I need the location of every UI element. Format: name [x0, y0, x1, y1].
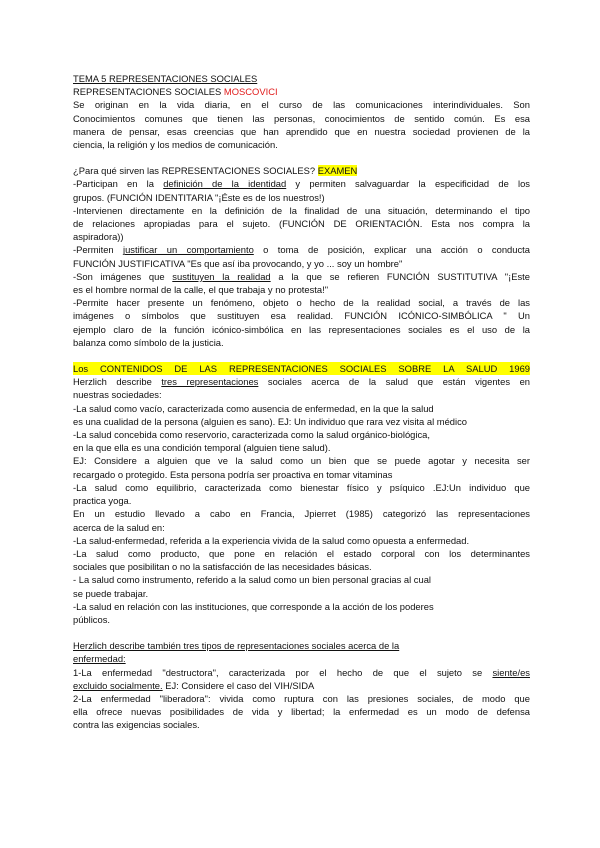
- contents-line: -La salud como producto, que pone en relación el estado corporal con los determinantes: [73, 547, 530, 559]
- function-line: -Son imágenes que sustituyen la realidad a la que se refieren FUNCIÓN SUSTITUTIVA "¡Este: [73, 270, 530, 282]
- function-line: balanza como símbolo de la justicia.: [73, 336, 224, 348]
- contents-line: acerca de la salud en:: [73, 521, 165, 533]
- contents-line: en la que ella es una condición temporal (alguien tiene salud).: [73, 442, 331, 454]
- contents-line: Herzlich describe tres representaciones sociales acerca de la salud que están vigentes en: [73, 376, 530, 388]
- contents-line: practica yoga.: [73, 495, 132, 507]
- illness-line: ella ofrece nuevas posibilidades de vida y libertad; la enfermedad es un modo de defensa: [73, 706, 530, 718]
- function-line: grupos. (FUNCIÓN IDENTITARIA "¡Éste es de los nuestros!): [73, 191, 325, 203]
- illness-line: 2-La enfermedad "liberadora": vivida como ruptura con las presiones sociales, de modo que: [73, 692, 530, 704]
- intro-line: manera de pensar, esas creencias que han aprendido que en nuestra sociedad provienen de la: [73, 125, 530, 137]
- contents-line: -La salud en relación con las instituciones, que corresponde a la acción de los poderes: [73, 600, 434, 612]
- function-line: -Permiten justificar un comportamiento o toma de posición, explicar una acción o conducta: [73, 244, 530, 256]
- contents-line: nuestras sociedades:: [73, 389, 162, 401]
- illness-heading: enfermedad:: [73, 653, 126, 665]
- contents-heading: Los CONTENIDOS DE LAS REPRESENTACIONES SOCIALES SOBRE LA SALUD 1969: [73, 363, 530, 375]
- intro-line: Conocimientos comunes que tienen las personas, conocimientos de sentido común. Es esa: [73, 112, 530, 124]
- illness-line: 1-La enfermedad "destructora", caracterizada por el hecho de que el sujeto se siente/es: [73, 666, 530, 678]
- contents-line: EJ: Considere a alguien que ve la salud como un bien que se puede agotar y necesita ser: [73, 455, 530, 467]
- illness-heading: Herzlich describe también tres tipos de representaciones sociales acerca de la: [73, 640, 400, 652]
- function-line: imágenes o símbolos que sustituyen esa realidad. FUNCIÓN ICÓNICO-SIMBÓLICA " Un: [73, 310, 530, 322]
- contents-line: -La salud como equilibrio, caracterizada como bienestar físico y psíquico .EJ:Un individuo que: [73, 481, 530, 493]
- subtitle-author: MOSCOVICI: [223, 86, 278, 98]
- function-line: -Intervienen directamente en la definición de la finalidad de una situación, determinando el tipo: [73, 204, 530, 216]
- function-line: de relaciones apropiadas para el sujeto. (FUNCIÓN DE ORIENTACIÓN. Esta nos compra la: [73, 218, 530, 230]
- doc-title: TEMA 5 REPRESENTACIONES SOCIALES: [73, 73, 258, 84]
- contents-line: -La salud como vacío, caracterizada como ausencia de enfermedad, en la que la salud: [73, 402, 434, 414]
- contents-line: recargado o protegido. Esta persona podría ser proactiva en tomar vitaminas: [73, 468, 393, 480]
- intro-line: Se originan en la vida diaria, en el curso de las comunicaciones interindividuales. Son: [73, 99, 530, 111]
- question-heading: [73, 164, 530, 177]
- function-line: es el hombre normal de la calle, el que trabaja y no protesta!": [73, 284, 329, 296]
- contents-line: - La salud como instrumento, referido a la salud como un bien personal gracias al cual: [73, 574, 432, 586]
- contents-line: -La salud-enfermedad, referida a la experiencia vivida de la salud como opuesta a enfermedad.: [73, 534, 470, 546]
- contents-line: es una cualidad de la persona (alguien es sano). EJ: Un individuo que rara vez visita al médico: [73, 415, 467, 427]
- doc-subtitle: [73, 85, 530, 98]
- contents-line: sociales que posibilitan o no la satisfacción de las necesidades básicas.: [73, 561, 372, 573]
- contents-line: públicos.: [73, 613, 111, 625]
- contents-line: se puede trabajar.: [73, 587, 149, 599]
- subtitle-prefix: REPRESENTACIONES SOCIALES: [73, 86, 222, 98]
- illness-line: contra las exigencias sociales.: [73, 719, 200, 731]
- exam-tag: EXAMEN: [317, 165, 358, 177]
- function-line: ejemplo claro de la función icónico-simbólica en las representaciones sociales es el uso de la: [73, 323, 530, 335]
- illness-line: excluido socialmente. EJ: Considere el caso del VIH/SIDA: [73, 679, 315, 691]
- intro-line: ciencia, la religión y los medios de comunicación.: [73, 139, 278, 151]
- function-line: -Participan en la definición de la identidad y permiten salvaguardar la especificidad de los: [73, 178, 530, 190]
- function-line: FUNCIÓN JUSTIFICATIVA "Es que así iba provocando, y yo ... soy un hombre": [73, 257, 403, 269]
- function-line: -Permite hacer presente un fenómeno, objeto o hecho de la realidad social, a través de las: [73, 297, 530, 309]
- contents-line: En un estudio llevado a cabo en Francia, Jpierret (1985) categorizó las representaciones: [73, 508, 530, 520]
- function-line: aspiradora)): [73, 231, 124, 243]
- question-text: ¿Para qué sirven las REPRESENTACIONES SOCIALES?: [73, 165, 316, 177]
- contents-line: -La salud concebida como reservorio, caracterizada como la salud orgánico-biológica,: [73, 429, 430, 441]
